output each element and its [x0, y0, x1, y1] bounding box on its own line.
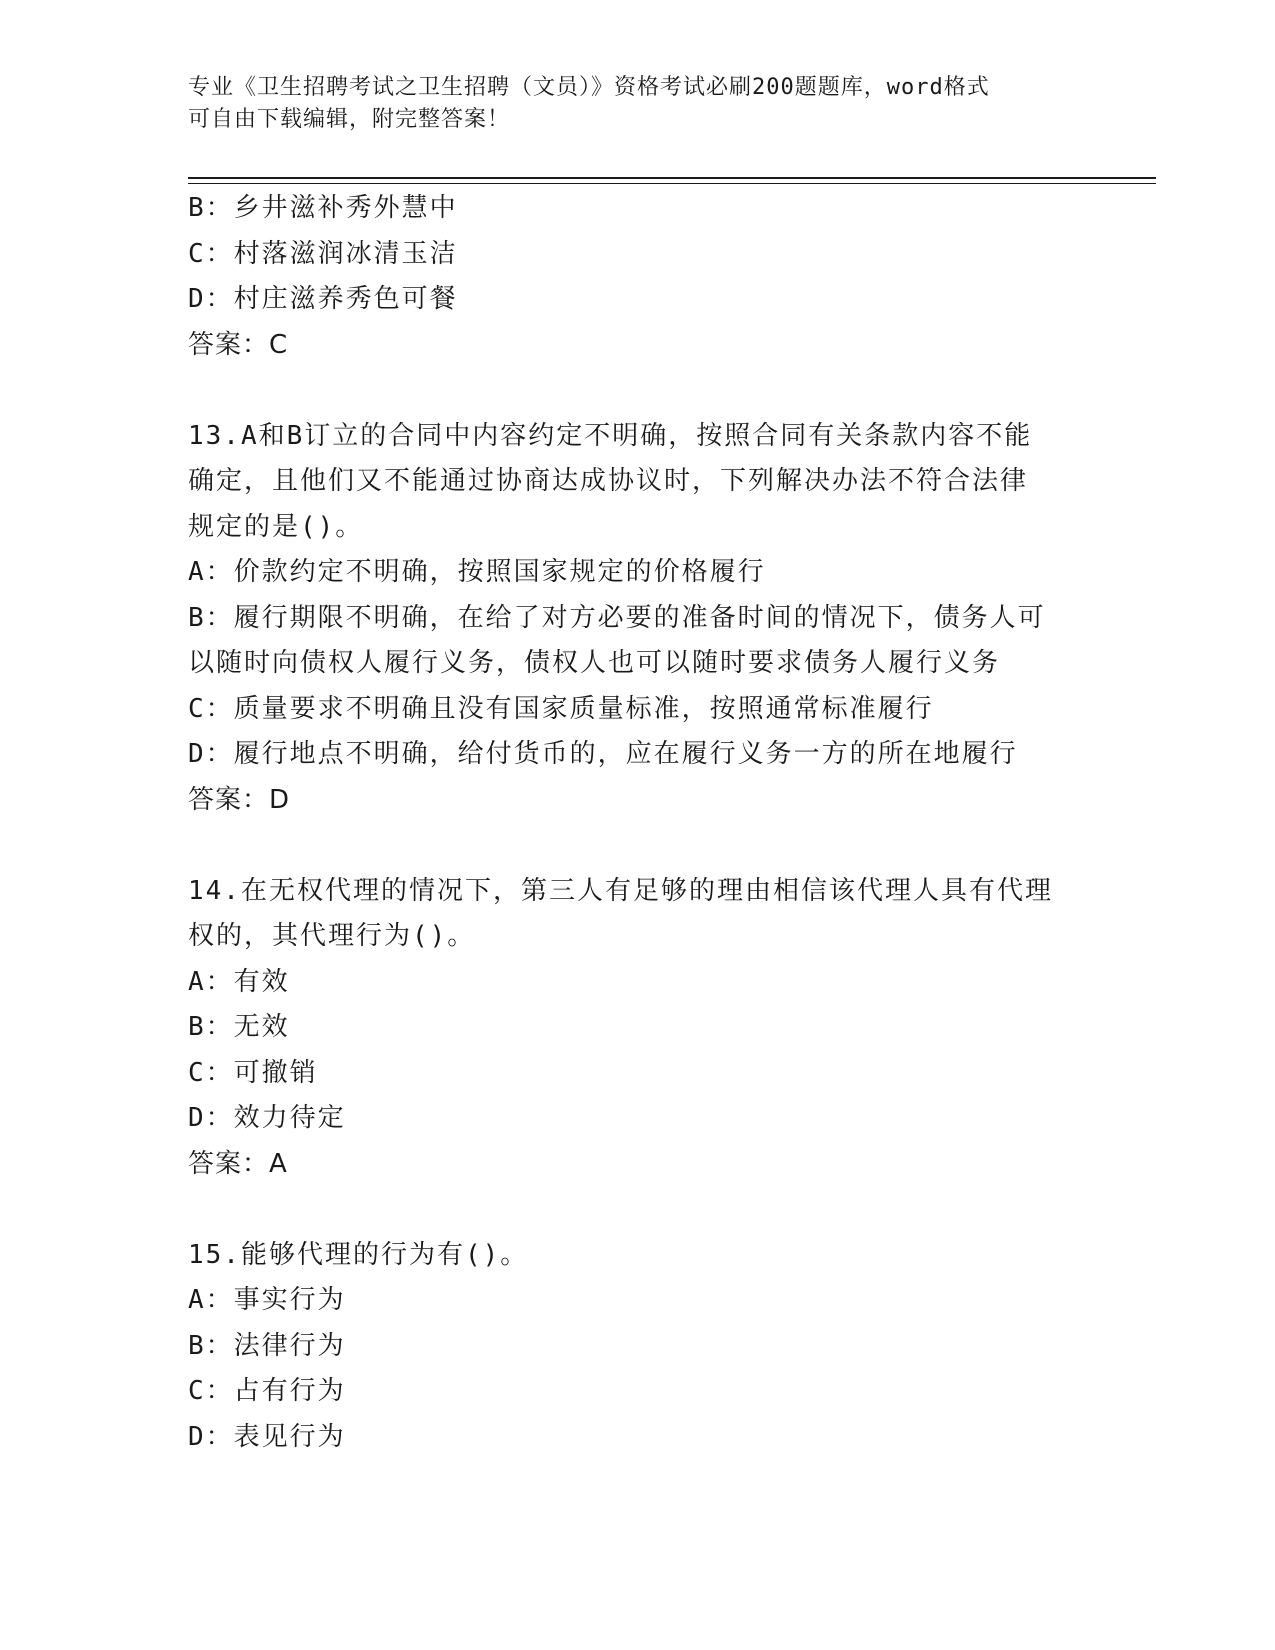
question-stem-line: 确定，且他们又不能通过协商达成协议时，下列解决办法不符合法律: [188, 466, 1029, 496]
question-14: [188, 869, 1088, 1188]
option-d: D：表见行为: [188, 1421, 346, 1452]
option-d: D：履行地点不明确，给付货币的，应在履行义务一方的所在地履行: [188, 739, 1018, 769]
option-b-continued: 以随时向债权人履行义务，债权人也可以随时要求债务人履行义务: [188, 648, 1001, 678]
question-stem-line: 规定的是()。: [188, 511, 364, 542]
option-b: B：无效: [188, 1012, 290, 1042]
question-stem-line: 权的，其代理行为()。: [188, 921, 476, 951]
document-header: [188, 72, 1088, 136]
question-15: [188, 1233, 1088, 1461]
answer-line: 答案：C: [188, 329, 289, 360]
answer-line: 答案：D: [188, 784, 291, 815]
option-d: D：效力待定: [188, 1103, 346, 1133]
header-title-line-1: 专业《卫生招聘考试之卫生招聘（文员）》资格考试必刷200题题库，word格式: [188, 75, 990, 100]
question-13: [188, 414, 1088, 824]
question-12-tail: [188, 186, 1088, 368]
spacer: [188, 1187, 1088, 1233]
option-d: D：村庄滋养秀色可餐: [188, 284, 458, 314]
question-stem-line: 14.在无权代理的情况下，第三人有足够的理由相信该代理人具有代理: [188, 875, 1053, 906]
answer-line: 答案：A: [188, 1148, 288, 1179]
option-b: B：乡井滋补秀外慧中: [188, 193, 458, 223]
option-b: B：履行期限不明确，在给了对方必要的准备时间的情况下，债务人可: [188, 602, 1046, 633]
question-stem-line: 13.A和B订立的合同中内容约定不明确，按照合同有关条款内容不能: [188, 420, 1033, 451]
option-b: B：法律行为: [188, 1330, 346, 1361]
spacer: [188, 823, 1088, 869]
option-a: A：事实行为: [188, 1285, 346, 1315]
question-stem-line: 15.能够代理的行为有()。: [188, 1239, 529, 1270]
header-title-line-2: 可自由下载编辑，附完整答案！: [188, 107, 511, 132]
option-c: C：可撤销: [188, 1057, 318, 1088]
header-divider-thick: [188, 177, 1156, 179]
document-body: [188, 186, 1088, 1460]
option-a: A：有效: [188, 966, 290, 997]
option-c: C：占有行为: [188, 1376, 346, 1406]
option-c: C：质量要求不明确且没有国家质量标准，按照通常标准履行: [188, 693, 934, 724]
spacer: [188, 368, 1088, 414]
option-c: C：村落滋润冰清玉洁: [188, 238, 458, 269]
header-divider-thin: [188, 183, 1156, 184]
option-a: A：价款约定不明确，按照国家规定的价格履行: [188, 557, 766, 587]
